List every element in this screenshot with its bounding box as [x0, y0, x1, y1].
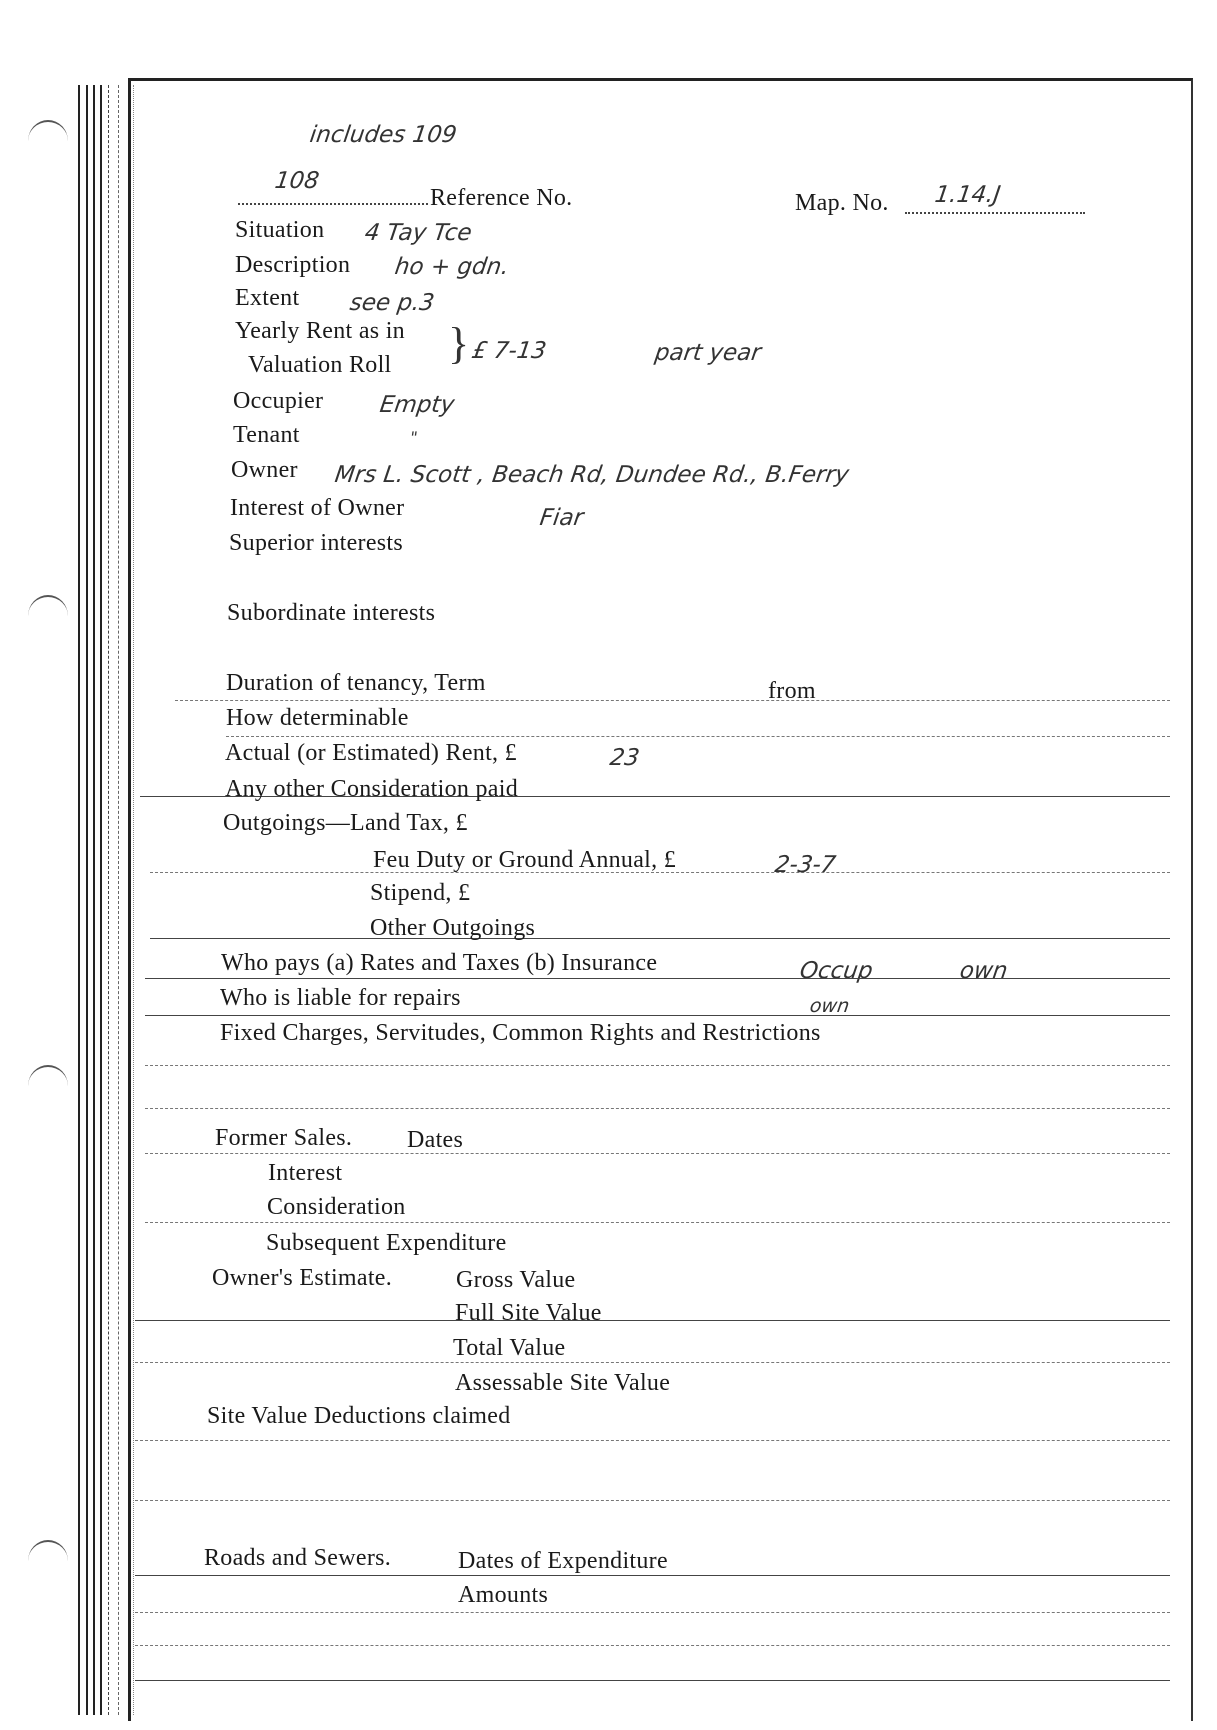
map-line	[905, 212, 1085, 214]
rule-line	[175, 700, 1170, 701]
occupier-label: Occupier	[233, 388, 324, 414]
how-determinable-label: How determinable	[226, 705, 409, 731]
owners-estimate-label: Owner's Estimate.	[212, 1265, 393, 1291]
full-site-value-label: Full Site Value	[455, 1300, 602, 1326]
former-sales-label: Former Sales.	[215, 1125, 353, 1151]
brace-mark: }	[448, 319, 470, 368]
binder-ring-mark	[28, 1065, 68, 1107]
rule-line	[135, 1575, 1170, 1576]
who-pays-insurance-value: own	[958, 958, 1010, 984]
superior-interests-label: Superior interests	[229, 530, 404, 556]
roads-dates-label: Dates of Expenditure	[458, 1548, 668, 1574]
feu-duty-label: Feu Duty or Ground Annual, £	[373, 847, 677, 873]
tenant-value: "	[408, 428, 419, 447]
other-outgoings-label: Other Outgoings	[370, 915, 536, 941]
situation-label: Situation	[235, 217, 325, 243]
former-sales-expenditure-label: Subsequent Expenditure	[266, 1230, 507, 1256]
yearly-rent-note: part year	[653, 340, 763, 366]
owner-value: Mrs L. Scott , Beach Rd, Dundee Rd., B.Ferry	[333, 462, 851, 488]
repairs-value: own	[808, 995, 851, 1017]
rule-line	[135, 1440, 1170, 1441]
rule-line	[135, 1680, 1170, 1681]
rule-line	[135, 1612, 1170, 1613]
fixed-charges-label: Fixed Charges, Servitudes, Common Rights and Restrictions	[220, 1020, 821, 1046]
former-sales-dates-label: Dates	[407, 1127, 464, 1153]
yearly-rent-label: Yearly Rent as in	[235, 318, 405, 344]
extent-label: Extent	[235, 285, 300, 311]
who-pays-label: Who pays (a) Rates and Taxes (b) Insurance	[221, 950, 658, 976]
binder-ring-mark	[28, 595, 68, 637]
stipend-label: Stipend, £	[370, 880, 471, 906]
includes-note: includes 109	[308, 122, 459, 148]
valuation-roll-label: Valuation Roll	[248, 352, 392, 378]
tenant-label: Tenant	[233, 422, 300, 448]
roads-sewers-label: Roads and Sewers.	[204, 1545, 392, 1571]
subordinate-interests-label: Subordinate interests	[227, 600, 436, 626]
binder-ring-mark	[28, 120, 68, 162]
reference-value: 108	[273, 168, 321, 194]
land-tax-label: Outgoings—Land Tax, £	[223, 810, 468, 836]
reference-label: Reference No.	[430, 185, 573, 211]
who-pays-rates-value: Occup	[798, 958, 875, 984]
situation-value: 4 Tay Tce	[363, 220, 474, 246]
gross-value-label: Gross Value	[456, 1267, 576, 1293]
interest-owner-value: Fiar	[538, 505, 585, 531]
rule-line	[145, 1108, 1170, 1109]
feu-duty-value: 2-3-7	[773, 852, 838, 878]
interest-owner-label: Interest of Owner	[230, 495, 405, 521]
site-value-deductions-label: Site Value Deductions claimed	[207, 1403, 511, 1429]
assessable-site-value-label: Assessable Site Value	[455, 1370, 671, 1396]
actual-rent-label: Actual (or Estimated) Rent, £	[225, 740, 517, 766]
reference-line	[238, 203, 428, 205]
rule-line	[145, 1153, 1170, 1154]
rule-line	[135, 1320, 1170, 1321]
occupier-value: Empty	[378, 392, 456, 418]
description-label: Description	[235, 252, 351, 278]
rule-line	[145, 1015, 1170, 1016]
rule-line	[145, 978, 1170, 979]
description-value: ho + gdn.	[393, 254, 511, 280]
rule-line	[150, 938, 1170, 939]
extent-value: see p.3	[348, 290, 436, 316]
binder-ring-mark	[28, 1540, 68, 1582]
total-value-label: Total Value	[453, 1335, 566, 1361]
roads-amounts-label: Amounts	[458, 1582, 549, 1608]
map-value: 1.14.J	[933, 182, 1003, 208]
former-sales-interest-label: Interest	[268, 1160, 343, 1186]
rule-line	[145, 1065, 1170, 1066]
repairs-label: Who is liable for repairs	[220, 985, 461, 1011]
former-sales-consideration-label: Consideration	[267, 1194, 406, 1220]
rule-line	[226, 736, 1170, 737]
rule-line	[145, 1222, 1170, 1223]
rule-line	[135, 1362, 1170, 1363]
actual-rent-value: 23	[608, 745, 642, 771]
from-label: from	[768, 678, 816, 704]
rule-line	[135, 1645, 1170, 1646]
map-label: Map. No.	[795, 190, 889, 216]
duration-label: Duration of tenancy, Term	[226, 670, 486, 696]
owner-label: Owner	[231, 457, 298, 483]
yearly-rent-value: £ 7-13	[470, 338, 548, 364]
rule-line	[135, 1500, 1170, 1501]
other-consideration-label: Any other Consideration paid	[225, 776, 519, 802]
